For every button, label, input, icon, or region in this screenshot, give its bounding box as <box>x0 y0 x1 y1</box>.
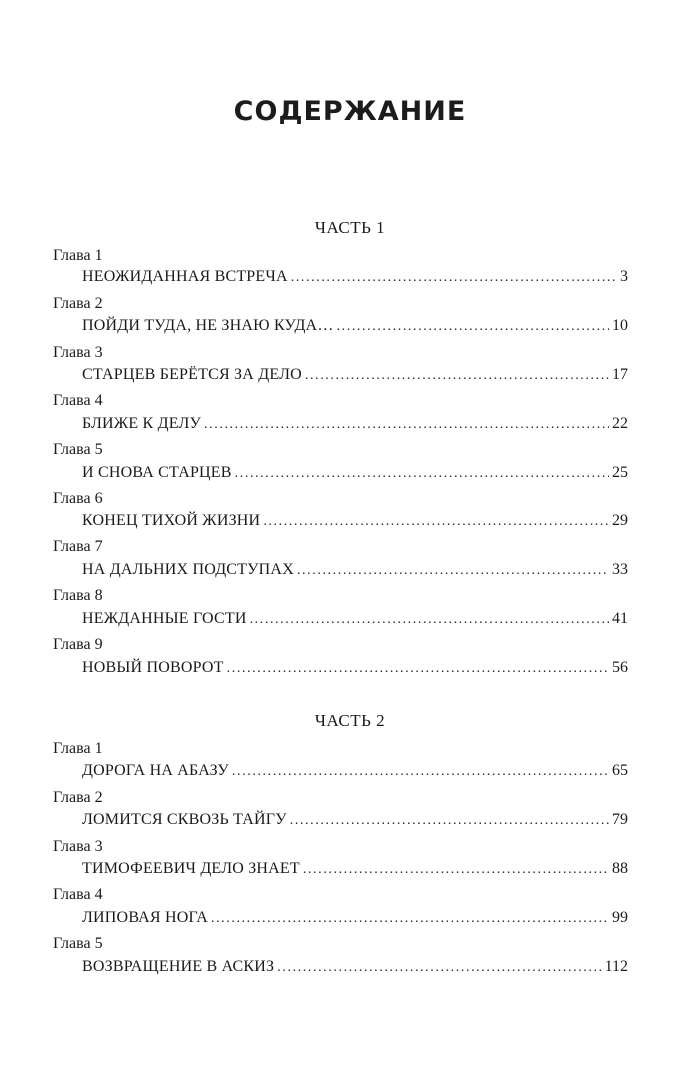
chapter-label: Глава 2 <box>53 789 103 806</box>
toc-entry[interactable] <box>82 762 628 780</box>
chapter-label: Глава 6 <box>53 490 103 507</box>
toc-entry[interactable] <box>82 860 628 878</box>
chapter-title: СТАРЦЕВ БЕРЁТСЯ ЗА ДЕЛО <box>82 366 302 383</box>
toc-entry[interactable] <box>82 811 628 829</box>
chapter-label: Глава 2 <box>53 295 103 312</box>
page-number: 56 <box>612 659 628 676</box>
chapter-label: Глава 4 <box>53 886 103 903</box>
dot-leader <box>303 860 609 876</box>
toc-entry[interactable] <box>82 268 628 286</box>
page-number: 22 <box>612 415 628 432</box>
part-heading: ЧАСТЬ 2 <box>314 711 386 730</box>
toc-entry[interactable] <box>82 958 628 976</box>
chapter-label: Глава 1 <box>53 740 103 757</box>
page-number: 88 <box>612 860 628 877</box>
toc-entry[interactable] <box>82 464 628 482</box>
chapter-label: Глава 4 <box>53 392 103 409</box>
chapter-title: ТИМОФЕЕВИЧ ДЕЛО ЗНАЕТ <box>82 860 300 877</box>
chapter-title: И СНОВА СТАРЦЕВ <box>82 464 232 481</box>
chapter-title: ПОЙДИ ТУДА, НЕ ЗНАЮ КУДА… <box>82 317 334 334</box>
dot-leader <box>232 762 609 778</box>
toc-entry[interactable] <box>82 415 628 433</box>
page-number: 41 <box>612 610 628 627</box>
chapter-label: Глава 3 <box>53 344 103 361</box>
dot-leader <box>227 659 609 675</box>
page-number: 112 <box>604 958 628 975</box>
chapter-title: ВОЗВРАЩЕНИЕ В АСКИЗ <box>82 958 275 975</box>
part-heading: ЧАСТЬ 1 <box>314 218 386 237</box>
chapter-label: Глава 5 <box>53 935 103 952</box>
page-number: 10 <box>612 317 628 334</box>
toc-entry[interactable] <box>82 366 628 384</box>
chapter-label: Глава 3 <box>53 838 103 855</box>
page-number: 3 <box>620 268 628 285</box>
chapter-title: ЛИПОВАЯ НОГА <box>82 909 208 926</box>
toc-entry[interactable] <box>82 659 628 677</box>
chapter-title: НЕЖДАННЫЕ ГОСТИ <box>82 610 247 627</box>
chapter-label: Глава 7 <box>53 538 103 555</box>
page-number: 17 <box>612 366 628 383</box>
chapter-title: НЕОЖИДАННАЯ ВСТРЕЧА <box>82 268 288 285</box>
chapter-title: ЛОМИТСЯ СКВОЗЬ ТАЙГУ <box>82 811 287 828</box>
page-number: 25 <box>612 464 628 481</box>
page-title: СОДЕРЖАНИЕ <box>233 96 467 127</box>
chapter-label: Глава 8 <box>53 587 103 604</box>
page-number: 65 <box>612 762 628 779</box>
dot-leader <box>235 464 609 480</box>
page-number: 99 <box>612 909 628 926</box>
dot-leader <box>277 958 601 974</box>
toc-entry[interactable] <box>82 610 628 628</box>
dot-leader <box>297 561 609 577</box>
chapter-title: НОВЫЙ ПОВОРОТ <box>82 659 224 676</box>
chapter-label: Глава 5 <box>53 441 103 458</box>
dot-leader <box>291 268 617 284</box>
page-number: 79 <box>612 811 628 828</box>
chapter-label: Глава 9 <box>53 636 103 653</box>
page-number: 29 <box>612 512 628 529</box>
dot-leader <box>337 317 609 333</box>
toc-entry[interactable] <box>82 317 628 335</box>
chapter-title: ДОРОГА НА АБАЗУ <box>82 762 229 779</box>
dot-leader <box>204 415 609 431</box>
page-number: 33 <box>612 561 628 578</box>
toc-entry[interactable] <box>82 561 628 579</box>
toc-entry[interactable] <box>82 512 628 530</box>
chapter-title: КОНЕЦ ТИХОЙ ЖИЗНИ <box>82 512 261 529</box>
dot-leader <box>305 366 609 382</box>
dot-leader <box>211 909 609 925</box>
chapter-title: БЛИЖЕ К ДЕЛУ <box>82 415 202 432</box>
dot-leader <box>290 811 609 827</box>
chapter-label: Глава 1 <box>53 247 103 264</box>
dot-leader <box>263 512 609 528</box>
toc-entry[interactable] <box>82 909 628 927</box>
dot-leader <box>250 610 609 626</box>
chapter-title: НА ДАЛЬНИХ ПОДСТУПАХ <box>82 561 294 578</box>
